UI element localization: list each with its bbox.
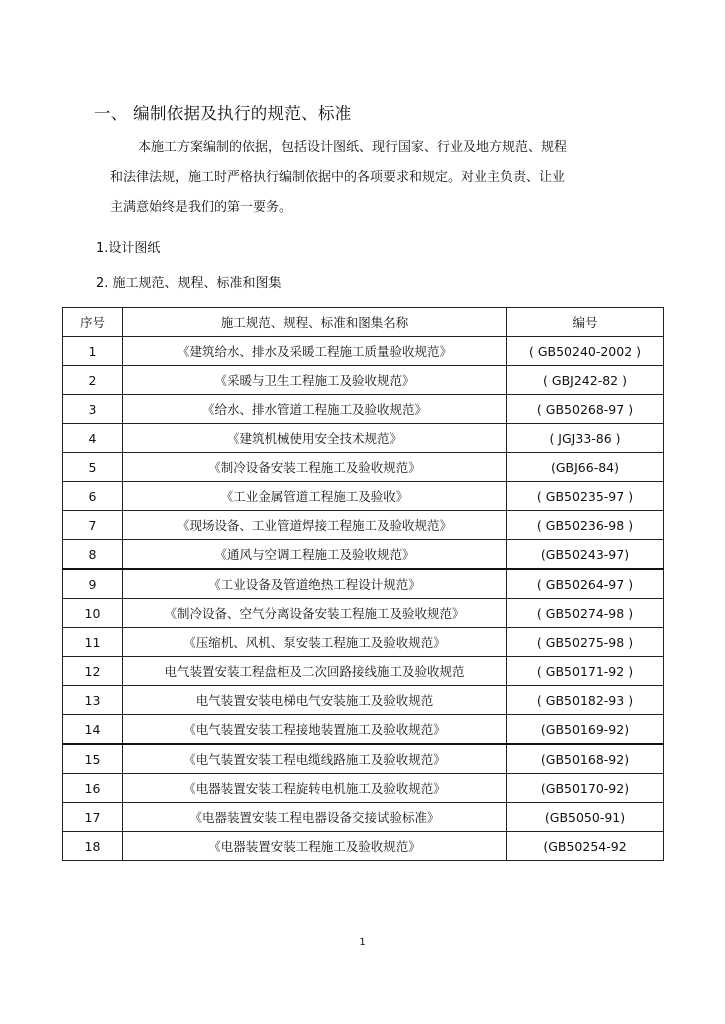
row-index: 14: [63, 715, 123, 745]
row-name: 《压缩机、风机、泵安装工程施工及验收规范》: [123, 628, 507, 657]
row-code: ( GB50236-98 ): [507, 511, 664, 540]
row-index: 5: [63, 453, 123, 482]
row-name: 《建筑给水、排水及采暖工程施工质量验收规范》: [123, 337, 507, 366]
table-row: [63, 511, 664, 540]
table-row: [63, 686, 664, 715]
row-index: 3: [63, 395, 123, 424]
table-row: [63, 337, 664, 366]
row-name: 《现场设备、工业管道焊接工程施工及验收规范》: [123, 511, 507, 540]
row-code: (GB50243-97): [507, 540, 664, 570]
row-name: 《采暖与卫生工程施工及验收规范》: [123, 366, 507, 395]
row-code: ( GB50268-97 ): [507, 395, 664, 424]
row-code: ( GB50235-97 ): [507, 482, 664, 511]
row-name: 《电器装置安装工程旋转电机施工及验收规范》: [123, 774, 507, 803]
row-code: ( GB50275-98 ): [507, 628, 664, 657]
row-index: 18: [63, 832, 123, 861]
row-code: (GB50254-92: [507, 832, 664, 861]
table-row: [63, 599, 664, 628]
row-index: 11: [63, 628, 123, 657]
row-name: 《通风与空调工程施工及验收规范》: [123, 540, 507, 570]
row-code: (GB50170-92): [507, 774, 664, 803]
row-index: 9: [63, 569, 123, 599]
table-row: [63, 774, 664, 803]
row-code: (GB50168-92): [507, 744, 664, 774]
row-code: ( GB50182-93 ): [507, 686, 664, 715]
row-code: (GB5050-91): [507, 803, 664, 832]
table-row: [63, 482, 664, 511]
table-row: [63, 744, 664, 774]
row-name: 电气装置安装工程盘柜及二次回路接线施工及验收规范: [123, 657, 507, 686]
row-code: ( GB50264-97 ): [507, 569, 664, 599]
table-row: [63, 453, 664, 482]
row-name: 《工业金属管道工程施工及验收》: [123, 482, 507, 511]
row-index: 17: [63, 803, 123, 832]
header-index: 序号: [63, 308, 123, 337]
row-index: 1: [63, 337, 123, 366]
table-row: [63, 628, 664, 657]
row-code: (GB50169-92): [507, 715, 664, 745]
row-index: 7: [63, 511, 123, 540]
row-code: ( GB50171-92 ): [507, 657, 664, 686]
table-row: [63, 395, 664, 424]
header-name: 施工规范、规程、标准和图集名称: [123, 308, 507, 337]
subsection-specifications: 2. 施工规范、规程、标准和图集: [96, 276, 282, 291]
header-code: 编号: [507, 308, 664, 337]
table-row: [63, 424, 664, 453]
row-index: 15: [63, 744, 123, 774]
row-index: 12: [63, 657, 123, 686]
row-name: 《电气装置安装工程接地装置施工及验收规范》: [123, 715, 507, 745]
row-index: 16: [63, 774, 123, 803]
table-row: [63, 569, 664, 599]
intro-line: 和法律法规，施工时严格执行编制依据中的各项要求和规定。对业主负责、让业: [110, 170, 566, 185]
table-row: [63, 366, 664, 395]
row-index: 10: [63, 599, 123, 628]
row-code: ( JGJ33-86 ): [507, 424, 664, 453]
intro-line: 本施工方案编制的依据，包括设计图纸、现行国家、行业及地方规范、规程: [138, 140, 568, 155]
row-code: (GBJ66-84): [507, 453, 664, 482]
specification-table: [62, 307, 664, 861]
intro-line: 主满意始终是我们的第一要务。: [110, 200, 293, 215]
row-name: 《电气装置安装工程电缆线路施工及验收规范》: [123, 744, 507, 774]
row-name: 《给水、排水管道工程施工及验收规范》: [123, 395, 507, 424]
table-row: [63, 657, 664, 686]
intro-paragraph: [110, 133, 600, 223]
table-row: [63, 540, 664, 570]
row-name: 《电器装置安装工程电器设备交接试验标准》: [123, 803, 507, 832]
section-heading: 一、 编制依据及执行的规范、标准: [94, 104, 352, 123]
row-index: 6: [63, 482, 123, 511]
subsection-design-drawings: 1.设计图纸: [96, 241, 161, 256]
table-row: [63, 832, 664, 861]
table-header-row: [63, 308, 664, 337]
row-index: 13: [63, 686, 123, 715]
row-name: 《工业设备及管道绝热工程设计规范》: [123, 569, 507, 599]
row-index: 2: [63, 366, 123, 395]
row-name: 《制冷设备安装工程施工及验收规范》: [123, 453, 507, 482]
row-code: ( GB50240-2002 ): [507, 337, 664, 366]
row-code: ( GB50274-98 ): [507, 599, 664, 628]
row-name: 《制冷设备、空气分离设备安装工程施工及验收规范》: [123, 599, 507, 628]
row-name: 电气装置安装电梯电气安装施工及验收规范: [123, 686, 507, 715]
page-number: 1: [359, 937, 366, 948]
table-row: [63, 715, 664, 745]
row-index: 4: [63, 424, 123, 453]
row-code: ( GBJ242-82 ): [507, 366, 664, 395]
row-name: 《电器装置安装工程施工及验收规范》: [123, 832, 507, 861]
table-row: [63, 803, 664, 832]
row-index: 8: [63, 540, 123, 570]
row-name: 《建筑机械使用安全技术规范》: [123, 424, 507, 453]
